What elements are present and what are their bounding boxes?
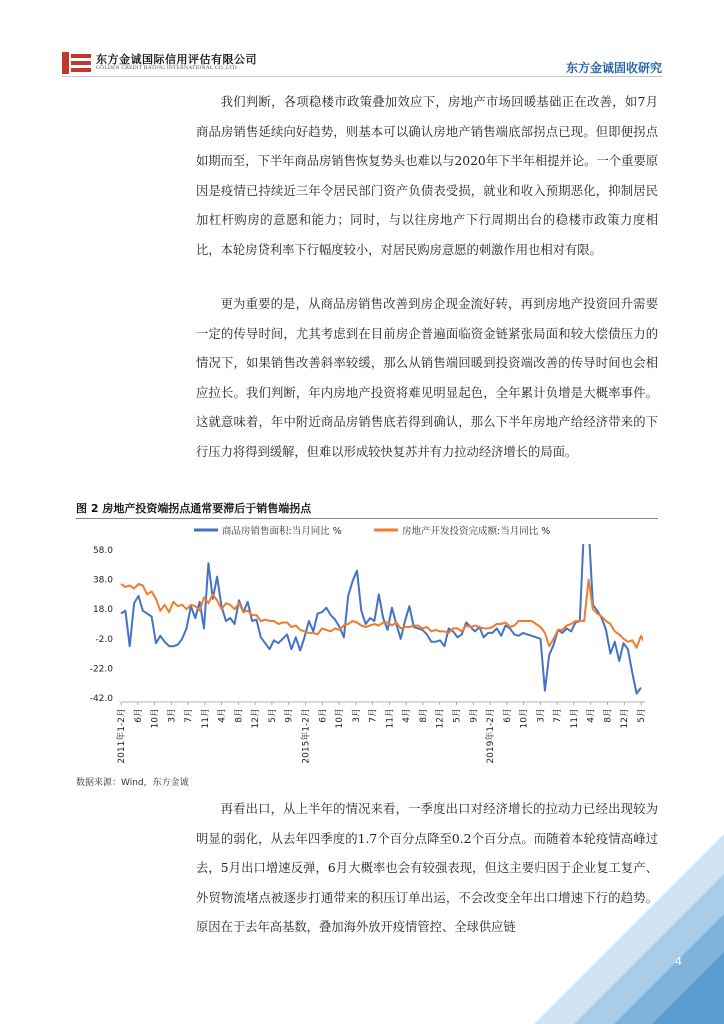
x-tick-label: 10月 [150, 708, 161, 729]
y-tick-label: 18.0 [92, 605, 113, 616]
x-tick-label: 4月 [402, 708, 413, 723]
x-tick-label: 12月 [435, 708, 446, 729]
x-tick-label: 6月 [318, 708, 329, 723]
x-tick-label: 9月 [284, 708, 295, 723]
header-research-title: 东方金诚固收研究 [565, 61, 662, 75]
y-tick-label: -2.0 [95, 634, 113, 645]
legend-label-1: 商品房销售面积:当月同比 % [222, 526, 342, 537]
x-tick-label: 5月 [452, 708, 463, 723]
x-tick-label: 12月 [251, 708, 262, 729]
x-tick-label: 3月 [351, 708, 362, 723]
x-tick-label: 2015年1-2月 [301, 708, 312, 764]
header-divider [62, 76, 662, 77]
y-tick-label: -22.0 [89, 664, 113, 675]
x-tick-label: 11月 [569, 708, 580, 729]
figure-title-rule [76, 518, 658, 519]
y-tick-label: 58.0 [92, 546, 113, 556]
x-tick-label: 6月 [502, 708, 513, 723]
paragraph-1: 我们判断，各项稳楼市政策叠加效应下，房地产市场回暖基础正在改善，如7月商品房销售延续向好趋势，则基本可以确认房地产销售端底部拐点已现。但即便拐点如期而至，下半年商品房销售恢复势头也难以与2020年下半年相提并论。一个重要原因是疫情已持续近三年令居民部门资产负债表受损，就业和收入预期恶化，抑制居民加杠杆购房的意愿和能力；同时，与以往房地产下行周期出台的稳楼市政策力度相比，本轮房贷利率下行幅度较小，对居民购房意愿的刺激作用也相对有限。 [196, 95, 658, 257]
x-tick-label: 10月 [519, 708, 530, 729]
y-tick-label: 38.0 [92, 575, 113, 586]
figure-source: 数据来源：Wind，东方金诚 [76, 778, 189, 788]
x-tick-label: 11月 [385, 708, 396, 729]
x-tick-label: 6月 [133, 708, 144, 723]
x-tick-label: 5月 [637, 708, 647, 723]
x-tick-label: 2011年1-2月 [117, 708, 127, 764]
paragraph-3: 再看出口，从上半年的情况来看，一季度出口对经济增长的拉动力已经出现较为明显的弱化，从去年四季度的1.7个百分点降至0.2个百分点。而随着本轮疫情高峰过去，5月出口增速反弹，6月大概率也会有较强表现，但这主要归因于企业复工复产、外贸物流堵点被逐步打通带来的积压订单出运，不会改变全年出口增速下行的趋势。原因在于去年高基数，叠加海外放开疫情管控、全球供应链 [196, 802, 658, 934]
figure-title: 图 2 房地产投资端拐点通常要滞后于销售端拐点 [76, 502, 312, 515]
y-axis [90, 546, 114, 704]
chart-series [121, 523, 650, 693]
page-number: 4 [675, 955, 682, 968]
x-tick-label: 7月 [368, 708, 379, 723]
x-tick-label: 12月 [620, 708, 631, 729]
corner-decoration [534, 834, 724, 1024]
x-tick-label: 8月 [234, 708, 245, 723]
x-tick-label: 2019年1-2月 [486, 708, 497, 764]
x-tick-label: 11月 [200, 708, 211, 729]
x-axis [115, 702, 647, 764]
series-line-1 [121, 523, 641, 693]
company-name-en: GOLDEN CREDIT RATING INTERNATIONAL CO.,LTD. [96, 65, 239, 71]
x-tick-label: 4月 [217, 708, 228, 723]
line-chart [76, 520, 658, 770]
company-name-cn: 东方金诚国际信用评估有限公司 [96, 53, 257, 66]
x-tick-label: 5月 [267, 708, 278, 723]
x-tick-label: 7月 [553, 708, 564, 723]
paragraph-2: 更为重要的是，从商品房销售改善到房企现金流好转，再到房地产投资回升需要一定的传导时间，尤其考虑到在目前房企普遍面临资金链紧张局面和较大偿债压力的情况下，如果销售改善斜率较缓，那么从销售端回暖到投资端改善的传导时间也会相应拉长。我们判断，年内房地产投资将难见明显起色，全年累计负增是大概率事件。这就意味着，年中附近商品房销售底若得到确认，那么下半年房地产给经济带来的下行压力将得到缓解，但难以形成较快复苏并有力拉动经济增长的局面。 [196, 297, 658, 459]
x-tick-label: 8月 [418, 708, 429, 723]
x-tick-label: 3月 [536, 708, 547, 723]
x-tick-label: 10月 [335, 708, 346, 729]
x-tick-label: 3月 [167, 708, 178, 723]
x-tick-label: 8月 [603, 708, 614, 723]
chart-legend [194, 525, 550, 537]
series-line-2 [121, 580, 650, 648]
page-header [62, 48, 662, 78]
legend-label-2: 房地产开发投资完成额:当月同比 % [402, 526, 551, 537]
x-tick-label: 9月 [469, 708, 480, 723]
x-tick-label: 4月 [586, 708, 597, 723]
company-logo-icon [62, 52, 92, 74]
y-tick-label: -42.0 [89, 694, 113, 704]
x-tick-label: 7月 [184, 708, 195, 723]
